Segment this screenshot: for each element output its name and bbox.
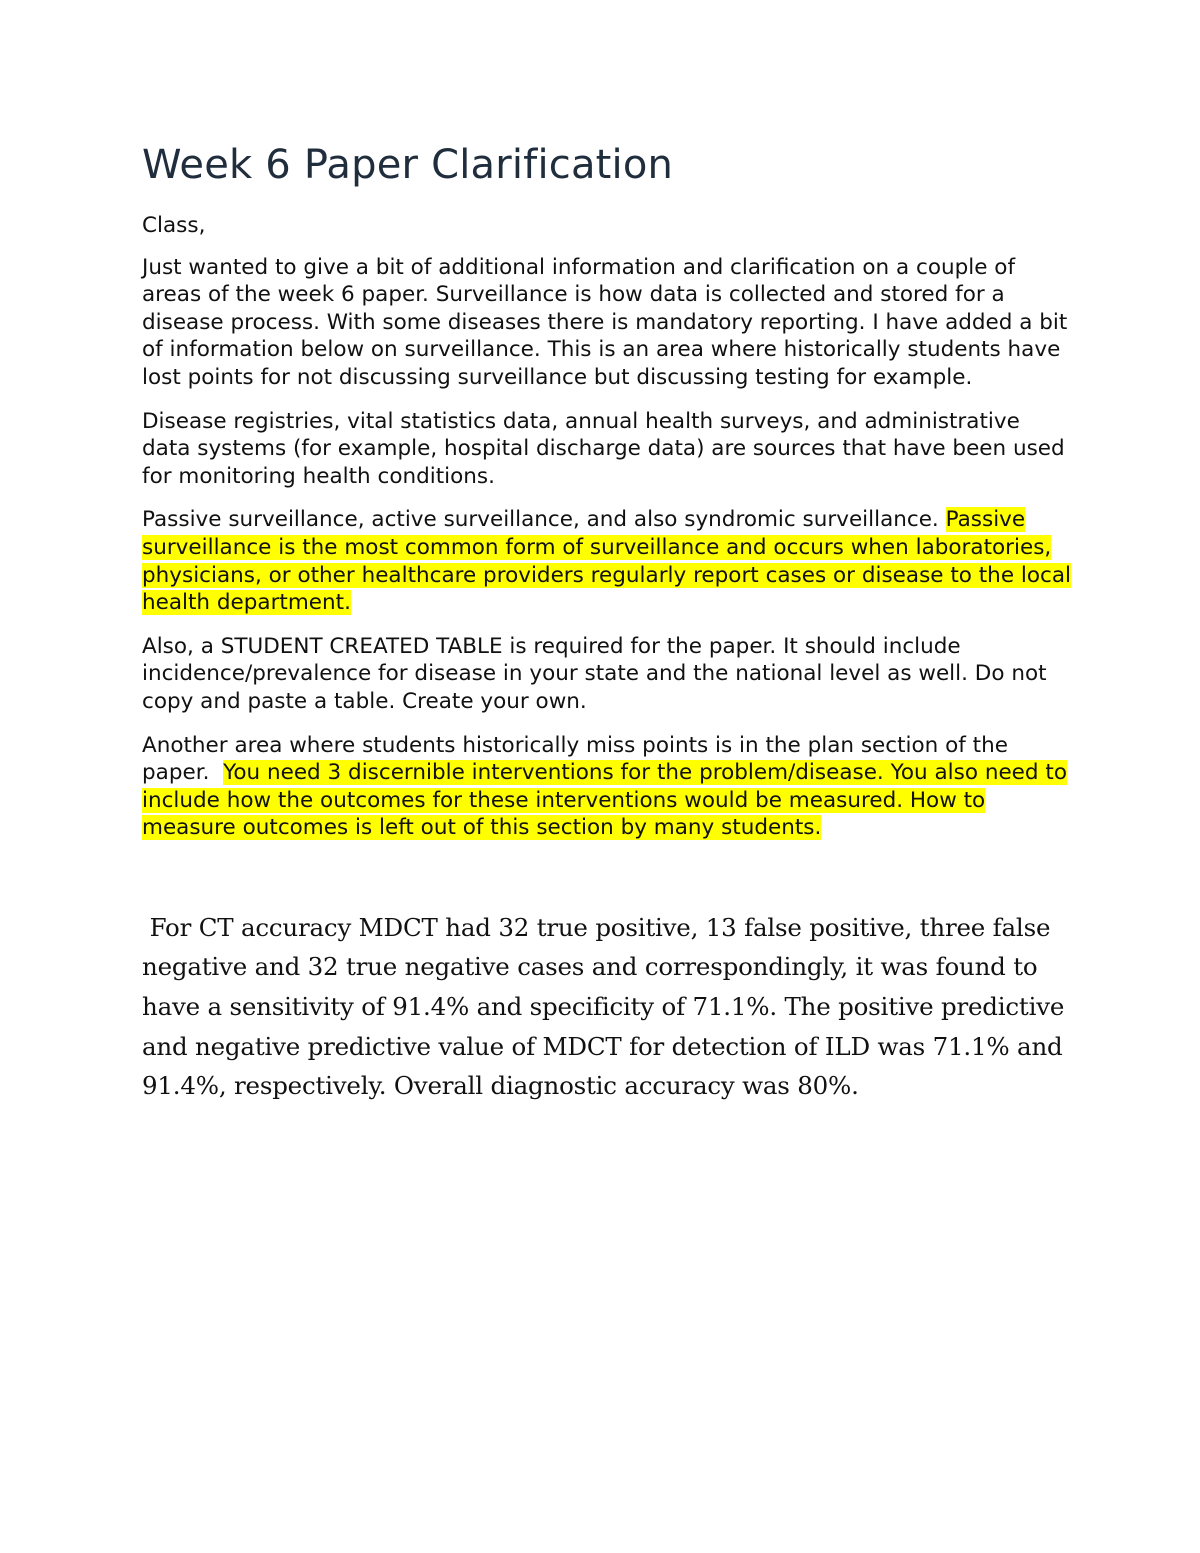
paragraph-ct-accuracy xyxy=(142,908,1072,1106)
page-title: Week 6 Paper Clarification xyxy=(142,142,674,188)
document-body xyxy=(142,140,1072,1106)
paragraph-data-sources: Disease registries, vital statistics data, annual health surveys, and administrative data systems (for example, hospital discharge data) are sources that have been used for monitoring health conditions. xyxy=(142,408,1065,489)
highlighted-passive-surveillance: Passive surveillance is the most common form of surveillance and occurs when laboratories, physicians, or other healthcare providers regularly report cases or disease to the local health department. xyxy=(142,507,1071,616)
paragraph-student-table: Also, a STUDENT CREATED TABLE is required for the paper. It should include incidence/prevalence for disease in your state and the national level as well. Do not copy and paste a table. Create your own. xyxy=(142,633,1047,714)
highlighted-interventions: You need 3 discernible interventions for the problem/disease. You also need to include how the outcomes for these interventions would be measured. How to measure outcomes is left out of this section by many students. xyxy=(142,760,1067,841)
greeting: Class, xyxy=(142,213,206,238)
surveillance-types-text: Passive surveillance, active surveillance, and also syndromic surveillance. xyxy=(142,507,939,533)
ct-accuracy-text: For CT accuracy MDCT had 32 true positive, 13 false positive, three false negative and 32 true negative cases and correspondingly, it was found to have a sensitivity of 91.4% and specificity of 71.1%. The positive predictive and negative predictive value of MDCT for detection of ILD was 71.1% and 91.4%, respectively. Overall diagnostic accuracy was 80%. xyxy=(142,912,1065,1101)
paragraph-surveillance-types xyxy=(142,506,1072,616)
paragraph-plan-section xyxy=(142,732,1072,842)
paragraph-surveillance-intro: Just wanted to give a bit of additional information and clarification on a couple of areas of the week 6 paper. Surveillance is how data is collected and stored for a disease process. With some diseases there is mandatory reporting. I have added a bit of information below on surveillance. This is an area where historically students have lost points for not discussing surveillance but discussing testing for example. xyxy=(142,254,1068,390)
plan-section-text: Another area where students historically miss points is in the plan section of the paper. xyxy=(142,732,1008,786)
